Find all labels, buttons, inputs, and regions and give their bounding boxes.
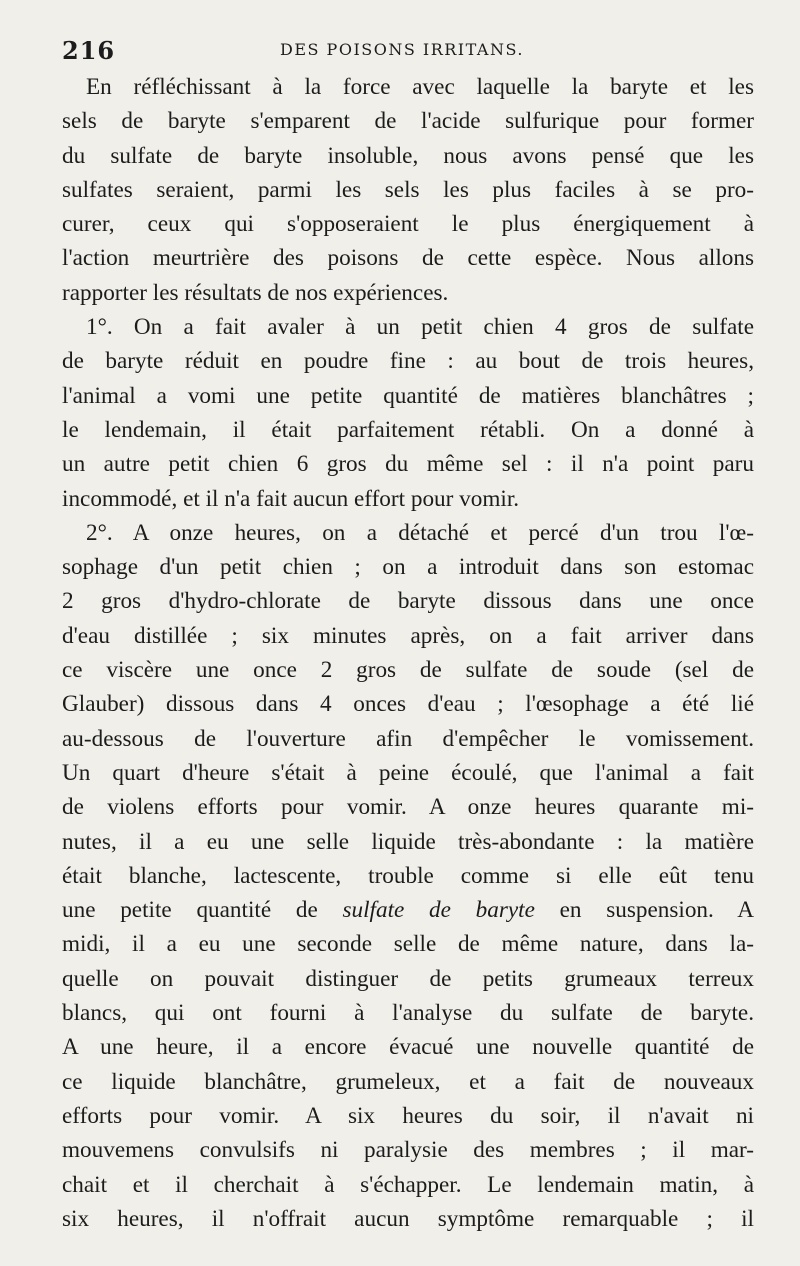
text-line-content: l'animal a vomi une petite quantité de matières blanchâtres ;: [62, 382, 754, 409]
text-line-content: 1°. On a fait avaler à un petit chien 4 gros de sulfate: [86, 314, 754, 341]
text-line: [62, 584, 754, 618]
text-line-content: 2 gros d'hydro-chlorate de baryte dissous dans une once: [62, 588, 754, 615]
text-line-content: En réfléchissant à la force avec laquelle la baryte et les: [86, 74, 754, 100]
text-line-content: de baryte réduit en poudre fine : au bout de trois heures,: [62, 348, 754, 375]
text-line-content: efforts pour vomir. A six heures du soir, il n'avait ni: [62, 1102, 754, 1129]
text-line-content: sels de baryte s'emparent de l'acide sulfurique pour former: [62, 108, 754, 135]
text-line: [62, 1202, 754, 1236]
text-line: [62, 482, 754, 516]
text-line-content: quelle on pouvait distinguer de petits grumeaux terreux: [62, 965, 754, 992]
text-line-content: sophage d'un petit chien ; on a introduit dans son estomac: [62, 554, 754, 581]
text-line: [62, 1030, 754, 1064]
text-line-content: Glauber) dissous dans 4 onces d'eau ; l'œsophage a été lié: [62, 691, 754, 718]
text-line: [62, 1065, 754, 1099]
text-line-content: un autre petit chien 6 gros du même sel : il n'a point paru: [62, 451, 754, 478]
text-line: [62, 70, 754, 104]
text-line-content: au-dessous de l'ouverture afin d'empêcher le vomissement.: [62, 725, 754, 752]
text-line: [62, 927, 754, 961]
running-head: DES POISONS IRRITANS.: [280, 40, 524, 59]
text-line: [62, 413, 754, 447]
text-line-content: curer, ceux qui s'opposeraient le plus énergiquement à: [62, 211, 754, 238]
text-line-content: sulfates seraient, parmi les sels les plus faciles à se pro-: [62, 176, 754, 203]
text-line: [62, 104, 754, 138]
text-line: [62, 516, 754, 550]
text-line: [62, 550, 754, 584]
text-line: [62, 619, 754, 653]
text-line-content: A une heure, il a encore évacué une nouvelle quantité de: [62, 1034, 754, 1061]
page-header: [62, 34, 754, 70]
text-line-content: midi, il a eu une seconde selle de même nature, dans la-: [62, 931, 754, 958]
text-line: [62, 859, 754, 893]
text-line-content: six heures, il n'offrait aucun symptôme remarquable ; il: [62, 1205, 754, 1232]
text-line-content: 2°. A onze heures, on a détaché et percé d'un trou l'œ-: [86, 519, 754, 546]
text-line-content: rapporter les résultats de nos expériences.: [62, 279, 449, 306]
text-line-content: incommodé, et il n'a fait aucun effort pour vomir.: [62, 485, 520, 512]
text-line: [62, 344, 754, 378]
body-text: [62, 70, 754, 1236]
text-line-content: du sulfate de baryte insoluble, nous avons pensé que les: [62, 142, 754, 169]
text-line: [62, 241, 754, 275]
text-line-content: était blanche, lactescente, trouble comme si elle eût tenu: [62, 862, 754, 889]
text-line-content: de violens efforts pour vomir. A onze heures quarante mi-: [62, 794, 754, 821]
text-line: [62, 653, 754, 687]
text-line: [62, 173, 754, 207]
text-line: [62, 276, 754, 310]
text-line: [62, 1099, 754, 1133]
text-line-content: blancs, qui ont fourni à l'analyse du sulfate de baryte.: [62, 1000, 754, 1027]
text-line-content: ce liquide blanchâtre, grumeleux, et a fait de nouveaux: [62, 1068, 754, 1095]
text-line: [62, 1168, 754, 1202]
text-line: [62, 756, 754, 790]
text-line: [62, 687, 754, 721]
text-line: [62, 139, 754, 173]
text-line: [62, 1133, 754, 1167]
text-line-content: ce viscère une once 2 gros de sulfate de soude (sel de: [62, 657, 754, 684]
text-line-continuation: en suspension. A: [534, 897, 755, 924]
page-number: 216: [62, 36, 116, 65]
text-line: [62, 825, 754, 859]
text-line-content: mouvemens convulsifs ni paralysie des membres ; il mar-: [62, 1137, 754, 1164]
italic-term: sulfate de baryte: [342, 897, 535, 924]
text-line: [62, 790, 754, 824]
text-line-content: l'action meurtrière des poisons de cette espèce. Nous allons: [62, 245, 754, 272]
text-line-content: d'eau distillée ; six minutes après, on a fait arriver dans: [62, 622, 754, 649]
text-line-content: nutes, il a eu une selle liquide très-abondante : la matière: [62, 828, 754, 855]
text-line: [62, 893, 754, 927]
text-line-content: chait et il cherchait à s'échapper. Le lendemain matin, à: [62, 1171, 754, 1198]
text-line-content: le lendemain, il était parfaitement rétabli. On a donné à: [62, 416, 754, 443]
text-line: [62, 310, 754, 344]
text-line-content: une petite quantité de: [62, 897, 343, 924]
text-line: [62, 962, 754, 996]
text-line: [62, 447, 754, 481]
text-line: [62, 379, 754, 413]
text-line: [62, 996, 754, 1030]
text-line: [62, 722, 754, 756]
text-line: [62, 207, 754, 241]
text-line-content: Un quart d'heure s'était à peine écoulé, que l'animal a fait: [62, 759, 754, 786]
